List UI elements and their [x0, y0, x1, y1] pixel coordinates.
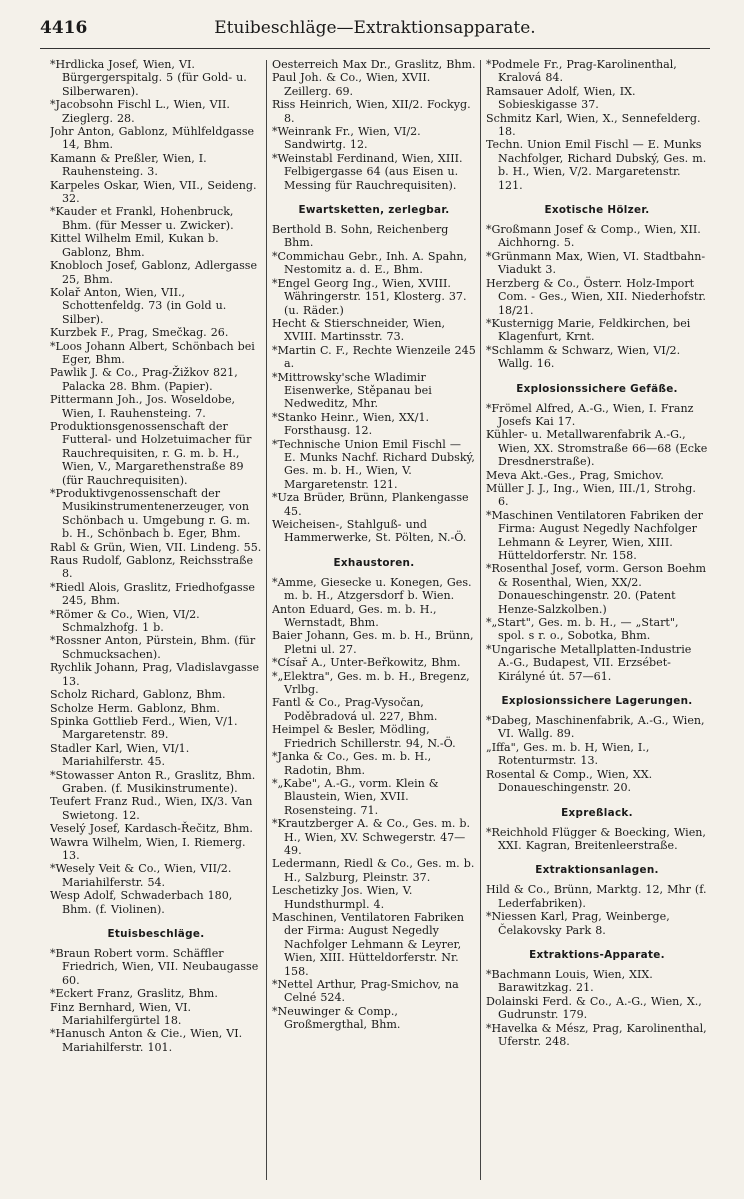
directory-entry: Weicheisen-, Stahlguß- und Hammerwerke, St. Pölten, N.-Ö. — [272, 518, 467, 545]
directory-entry: *Niessen Karl, Prag, Weinberge, Čelakovsky Park 8. — [486, 910, 670, 937]
directory-entry: Rychlik Johann, Prag, Vladislavgasse 13. — [50, 661, 260, 688]
directory-entry: Produktionsgenossenschaft der Futteral- und Holzetuimacher für Rauchrequisiten, r. G. m. b. H., Wien, V., Margarethenstraße 89 (für Rauchrequisiten). — [50, 419, 252, 487]
directory-entry: *Janka & Co., Ges. m. b. H., Radotin, Bhm. — [272, 750, 432, 777]
directory-entry: *Commichau Gebr., Inh. A. Spahn, Nestomitz a. d. E., Bhm. — [272, 249, 468, 277]
directory-entry: *„Kabe", A.-G., vorm. Klein & Blaustein, Wien, XVII. Rosensteing. 71. — [272, 776, 439, 817]
directory-entry: Stadler Karl, Wien, VI/1. Mariahilferstr. 45. — [50, 741, 190, 769]
directory-entry: *Rossner Anton, Pürstein, Bhm. (für Schmucksachen). — [50, 634, 256, 661]
directory-entry: Johr Anton, Gablonz, Mühlfeldgasse 14, Bhm. — [50, 125, 255, 152]
directory-entry: *Martin C. F., Rechte Wienzeile 245 a. — [272, 343, 476, 371]
directory-entry: *Bachmann Louis, Wien, XIX. Barawitzkag. 21. — [486, 967, 653, 995]
column-middle — [272, 58, 476, 1183]
directory-entry: *Reichhold Flügger & Boecking, Wien, XXI. Kagran, Breitenleerstraße. — [486, 825, 706, 852]
directory-entry: Ledermann, Riedl & Co., Ges. m. b. H., Salzburg, Pleinstr. 37. — [272, 857, 475, 884]
directory-entry: Kittel Wilhelm Emil, Kukan b. Gablonz, Bhm. — [50, 232, 219, 259]
directory-entry: Paul Joh. & Co., Wien, XVII. Zeillerg. 69. — [272, 71, 431, 98]
directory-entry: *Römer & Co., Wien, VI/2. Schmalzhofg. 1 b. — [50, 607, 200, 635]
column-left — [50, 58, 262, 1183]
directory-entry: Rabl & Grün, Wien, VII. Lindeng. 55. — [50, 540, 262, 554]
directory-entry: Baier Johann, Ges. m. b. H., Brünn, Pletni ul. 27. — [272, 629, 474, 656]
directory-entry: Wawra Wilhelm, Wien, I. Riemerg. 13. — [50, 835, 246, 862]
directory-entry: Techn. Union Emil Fischl — E. Munks Nachfolger, Richard Dubský, Ges. m. b. H., Wien, V/2. Margaretenstr. 121. — [486, 138, 707, 192]
directory-entry: Müller J. J., Ing., Wien, III./1, Strohg. 6. — [486, 481, 696, 509]
directory-entry: Scholze Herm. Gablonz, Bhm. — [50, 701, 220, 715]
directory-entry: Hild & Co., Brünn, Marktg. 12, Mhr (f. Lederfabriken). — [486, 883, 707, 910]
directory-entry: Pittermann Joh., Jos. Woseldobe, Wien, I. Rauhensteing. 7. — [50, 393, 236, 420]
directory-entry: *Havelka & Mész, Prag, Karolinenthal, Uferstr. 248. — [486, 1021, 707, 1048]
page-header — [40, 12, 710, 49]
directory-entry: *Rosenthal Josef, vorm. Gerson Boehm & Rosenthal, Wien, XX/2. Donaueschingenstr. 20. (Patent Henze-Salzkolben.) — [486, 562, 707, 616]
directory-entry: *Wesely Veit & Co., Wien, VII/2. Mariahilferstr. 54. — [50, 862, 232, 889]
directory-entry: Kolař Anton, Wien, VII., Schottenfeldg. 73 (in Gold u. Silber). — [50, 285, 227, 326]
section-heading: Explosionssichere Lagerungen. — [501, 695, 693, 708]
page-number: 4416 — [40, 18, 88, 38]
directory-entry: *Schlamm & Schwarz, Wien, VI/2. Wallg. 16. — [486, 343, 681, 371]
directory-entry: *Neuwinger & Comp., Großmergthal, Bhm. — [272, 1004, 401, 1032]
directory-entry: Ramsauer Adolf, Wien, IX. Sobieskigasse 37. — [486, 84, 636, 112]
directory-entry: Oesterreich Max Dr., Graslitz, Bhm. — [272, 58, 476, 71]
directory-entry: Teufert Franz Rud., Wien, IX/3. Van Swietong. 12. — [50, 795, 253, 822]
column-divider — [480, 60, 481, 1180]
directory-entry: *Podmele Fr., Prag-Karolinenthal, Kralová 84. — [486, 58, 677, 85]
directory-entry: *Hrdlicka Josef, Wien, VI. Bürgergerspitalg. 5 (für Gold- u. Silberwaren). — [50, 58, 247, 98]
directory-entry: Meva Akt.-Ges., Prag, Smichov. — [486, 468, 664, 482]
directory-entry: *Loos Johann Albert, Schönbach bei Eger, Bhm. — [50, 339, 255, 366]
directory-entry: Kamann & Preßler, Wien, I. Rauhensteing. 3. — [50, 151, 207, 179]
directory-entry: Scholz Richard, Gablonz, Bhm. — [50, 688, 226, 702]
directory-entry: *Kauder et Frankl, Hohenbruck, Bhm. (für Messer u. Zwicker). — [50, 205, 234, 232]
directory-entry: Maschinen, Ventilatoren Fabriken der Firma: August Negedly Nachfolger Lehmann & Leyrer, Wien, XIII. Hütteldorferstr. Nr. 158. — [272, 910, 464, 978]
directory-entry: Karpeles Oskar, Wien, VII., Seideng. 32. — [50, 178, 257, 206]
directory-entry: *„Start", Ges. m. b. H., — „Start", spol. s r. o., Sobotka, Bhm. — [486, 616, 679, 643]
directory-entry: Finz Bernhard, Wien, VI. Mariahilfergürtel 18. — [50, 1000, 192, 1028]
directory-entry: *Maschinen Ventilatoren Fabriken der Firma: August Negedly Nachfolger Lehmann & Leyrer, Wien, XIII. Hütteldorferstr. Nr. 158. — [486, 508, 703, 562]
directory-entry: *Grünmann Max, Wien, VI. Stadtbahn-Viadukt 3. — [486, 249, 706, 277]
directory-entry: Hecht & Stierschneider, Wien, XVIII. Martinsstr. 73. — [272, 316, 446, 344]
directory-entry: Kühler- u. Metallwarenfabrik A.-G., Wien, XX. Stromstraße 66—68 (Ecke Dresdnerstraße). — [486, 428, 708, 469]
directory-entry: *Císař A., Unter-Beřkowitz, Bhm. — [272, 656, 461, 670]
column-divider — [266, 60, 267, 1180]
section-heading: Ewartsketten, zerlegbar. — [298, 204, 450, 217]
directory-entry: Pawlik J. & Co., Prag-Žižkov 821, Palacka 28. Bhm. (Papier). — [50, 366, 238, 393]
section-heading: Exhaustoren. — [333, 556, 415, 569]
directory-entry: *Großmann Josef & Comp., Wien, XII. Aichhorng. 5. — [486, 223, 701, 250]
section-heading: Extraktions-Apparate. — [529, 948, 665, 961]
directory-entry: Veselý Josef, Kardasch-Řečitz, Bhm. — [50, 822, 253, 836]
directory-entry: Herzberg & Co., Österr. Holz-Import Com. - Ges., Wien, XII. Niederhofstr. 18/21. — [486, 276, 706, 317]
directory-entry: Heimpel & Besler, Mödling, Friedrich Schillerstr. 94, N.-Ö. — [272, 723, 456, 750]
directory-entry: *Uza Brüder, Brünn, Plankengasse 45. — [272, 491, 469, 518]
section-heading: Explosionssichere Gefäße. — [516, 382, 678, 395]
directory-entry: Fantl & Co., Prag-Vysočan, Poděbradová ul. 227, Bhm. — [272, 696, 438, 723]
directory-entry: *Ungarische Metallplatten-Industrie A.-G., Budapest, VII. Erzsébet-Királyné út. 57—61. — [486, 642, 692, 683]
directory-entry: *Riedl Alois, Graslitz, Friedhofgasse 245, Bhm. — [50, 580, 255, 608]
section-heading: Exotische Hölzer. — [544, 204, 650, 217]
section-heading: Expreßlack. — [561, 806, 633, 819]
column-right — [486, 58, 708, 1183]
directory-entry: *Jacobsohn Fischl L., Wien, VII. Zieglerg. 28. — [50, 98, 230, 125]
directory-entry: *Engel Georg Ing., Wien, XVIII. Währingerstr. 151, Klosterg. 37. (u. Räder.) — [272, 276, 467, 317]
directory-entry: Dolainski Ferd. & Co., A.-G., Wien, X., Gudrunstr. 179. — [486, 994, 702, 1022]
directory-entry: *„Elektra", Ges. m. b. H., Bregenz, Vrlbg. — [272, 669, 470, 697]
directory-entry: *Kusternigg Marie, Feldkirchen, bei Klagenfurt, Krnt. — [486, 316, 691, 344]
directory-entry: Spinka Gottlieb Ferd., Wien, V/1. Margaretenstr. 89. — [50, 714, 238, 742]
directory-entry: *Dabeg, Maschinenfabrik, A.-G., Wien, VI. Wallg. 89. — [486, 714, 705, 741]
directory-entry: *Hanusch Anton & Cie., Wien, VI. Mariahilferstr. 101. — [50, 1027, 243, 1054]
directory-entry: Riss Heinrich, Wien, XII/2. Fockyg. 8. — [272, 98, 471, 125]
directory-entry: *Technische Union Emil Fischl — E. Munks Nachf. Richard Dubský, Ges. m. b. H., Wien, V. Margaretenstr. 121. — [272, 437, 475, 491]
directory-entry: *Amme, Giesecke u. Konegen, Ges. m. b. H., Atzgersdorf b. Wien. — [272, 575, 472, 603]
directory-entry: Anton Eduard, Ges. m. b. H., Wernstadt, Bhm. — [272, 602, 437, 630]
directory-entry: „Iffa", Ges. m. b. H, Wien, I., Rotenturmstr. 13. — [486, 740, 650, 768]
section-heading: Extraktionsanlagen. — [535, 864, 659, 877]
directory-entry: Rosental & Comp., Wien, XX. Donaueschingenstr. 20. — [486, 767, 653, 795]
directory-entry: *Stowasser Anton R., Graslitz, Bhm. Graben. (f. Musikinstrumente). — [50, 768, 256, 795]
directory-entry: *Frömel Alfred, A.-G., Wien, I. Franz Josefs Kai 17. — [486, 401, 694, 428]
directory-entry: *Produktivgenossenschaft der Musikinstrumentenerzeuger, von Schönbach u. Umgebung r. G. m. b. H., Schönbach b. Eger, Bhm. — [50, 487, 251, 541]
directory-entry: *Stanko Heinr., Wien, XX/1. Forsthausg. 12. — [272, 410, 430, 438]
directory-entry: Wesp Adolf, Schwaderbach 180, Bhm. (f. Violinen). — [50, 889, 233, 916]
directory-entry: Knobloch Josef, Gablonz, Adlergasse 25, Bhm. — [50, 259, 258, 286]
directory-entry: *Mittrowsky'sche Wladimir Eisenwerke, Stěpanau bei Nedweditz, Mhr. — [272, 370, 432, 411]
directory-entry: *Weinrank Fr., Wien, VI/2. Sandwirtg. 12. — [272, 125, 421, 152]
directory-entry: Berthold B. Sohn, Reichenberg Bhm. — [272, 223, 449, 250]
directory-entry: Schmitz Karl, Wien, X., Sennefelderg. 18. — [486, 111, 701, 139]
directory-entry: *Krautzberger A. & Co., Ges. m. b. H., Wien, XV. Schwegerstr. 47—49. — [272, 817, 471, 857]
directory-entry: *Eckert Franz, Graslitz, Bhm. — [50, 987, 218, 1001]
section-heading: Etuisbeschläge. — [107, 928, 205, 940]
directory-entry: Raus Rudolf, Gablonz, Reichsstraße 8. — [50, 554, 254, 581]
directory-entry: *Nettel Arthur, Prag-Smichov, na Celné 524. — [272, 978, 459, 1005]
directory-entry: *Braun Robert vorm. Schäffler Friedrich, Wien, VII. Neubaugasse 60. — [50, 947, 259, 987]
directory-entry: *Weinstabl Ferdinand, Wien, XIII. Felbigergasse 64 (aus Eisen u. Messing für Rauchrequisiten). — [272, 151, 463, 192]
directory-entry: Kurzbek F., Prag, Smečkag. 26. — [50, 326, 229, 340]
directory-entry: Leschetizky Jos. Wien, V. Hundsthurmpl. 4. — [272, 884, 413, 911]
page-title: Etuibeschläge—Extraktionsapparate. — [214, 18, 536, 38]
